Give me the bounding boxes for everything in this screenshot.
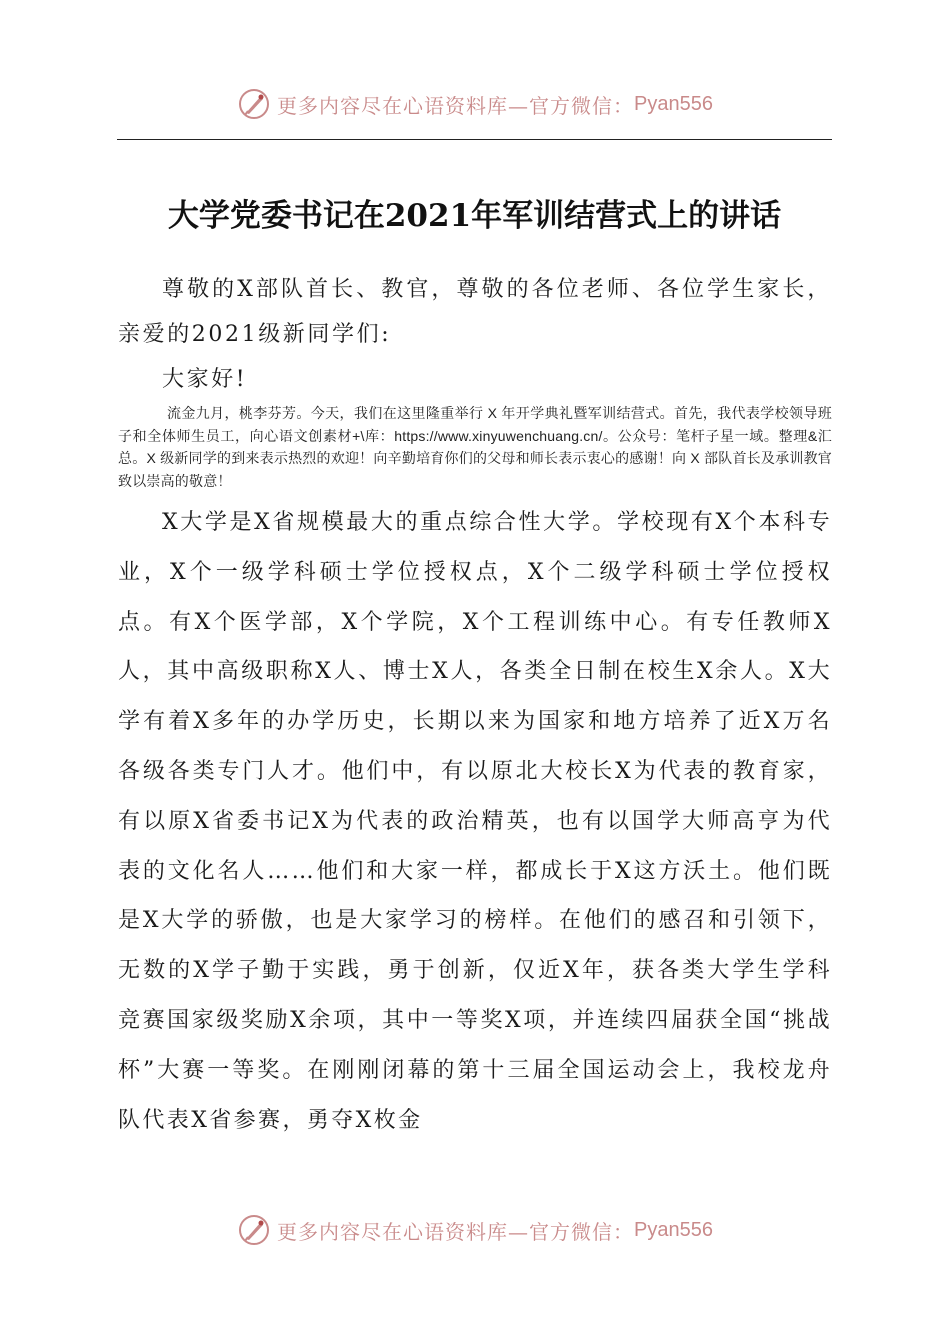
- greeting: 大家好!: [162, 367, 248, 392]
- footer-banner: [0, 1210, 950, 1250]
- wechat-id: Pyan556: [634, 1218, 713, 1241]
- header-banner: [0, 84, 950, 124]
- document-body: [118, 267, 832, 1145]
- main-paragraph: X大学是X省规模最大的重点综合性大学。学校现有X个本科专业，X个一级学科硕士学位授权点，X个二级学科硕士学位授权点。有X个医学部，X个学院，X个工程训练中心。有专任教师X人，其中高级职称X人、博士X人，各类全日制在校生X余人。X大学有着X多年的办学历史，长期以来为国家和地方培养了近X万名各级各类专门人才。他们中，有以原北大校长X为代表的教育家，有以原X省委书记X为代表的政治精英，也有以国学大师高亨为代表的文化名人……他们和大家一样，都成长于X这方沃土。他们既是X大学的骄傲，也是大家学习的榜样。在他们的感召和引领下，无数的X学子勤于实践，勇于创新，仅近X年，获各类大学生学科竞赛国家级奖励X余项，其中一等奖X项，并连续四届获全国“挑战杯”大赛一等奖。在刚刚闭幕的第十三届全国运动会上，我校龙舟队代表X省参赛，勇夺X枚金: [118, 510, 832, 1133]
- document-title: 大学党委书记在2021年军训结营式上的讲话: [167, 198, 782, 234]
- salutation: 尊敬的X部队首长、教官，尊敬的各位老师、各位学生家长，亲爱的2021级新同学们:: [118, 277, 832, 347]
- wechat-id: Pyan556: [634, 92, 713, 115]
- header-divider: [117, 139, 832, 140]
- intro-paragraph: 流金九月，桃李芬芳。今天，我们在这里隆重举行 X 年开学典礼暨军训结营式。首先，我代表学校领导班子和全体师生员工，向心语文创素材+\库：https://www.xinyuwenchuang.cn/。公众号：笔杆子星一域。整理&汇总。X 级新同学的到来表示热烈的欢迎！向辛勤培育你们的父母和师长表示衷心的感谢！向 X 部队首长及承训教官致以崇高的敬意！: [118, 405, 832, 489]
- quill-logo-icon: [237, 1213, 271, 1247]
- quill-logo-icon: [237, 87, 271, 121]
- banner-text: 更多内容尽在心语资料库—官方微信：: [277, 1219, 635, 1244]
- banner-text: 更多内容尽在心语资料库—官方微信：: [277, 93, 635, 118]
